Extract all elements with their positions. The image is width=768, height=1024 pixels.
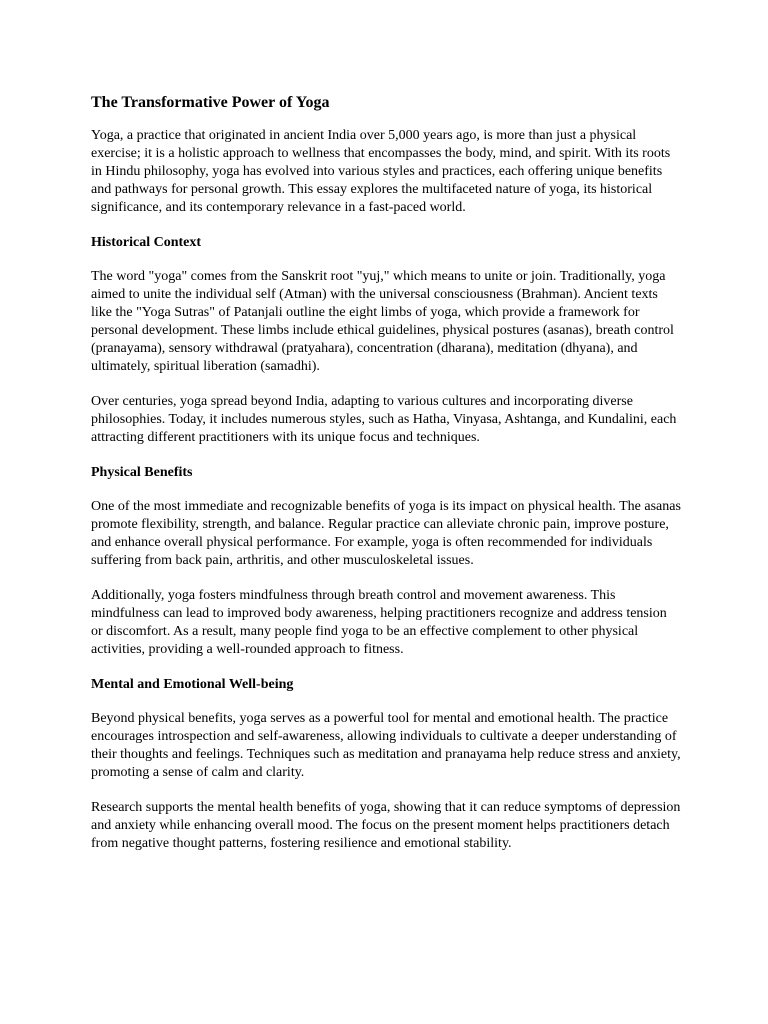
intro-paragraph: Yoga, a practice that originated in ancient India over 5,000 years ago, is more than just a physical exercise; it is a holistic approach to wellness that encompasses the body, mind, and spirit. With its roots in Hindu philosophy, yoga has evolved into various styles and practices, each offering unique benefits and pathways for personal growth. This essay explores the multifaceted nature of yoga, its historical significance, and its contemporary relevance in a fast-paced world. xyxy=(91,128,671,215)
section-heading-mental-emotional-well-being: Mental and Emotional Well-being xyxy=(91,677,294,692)
document-page xyxy=(91,93,681,870)
section-paragraph: One of the most immediate and recognizable benefits of yoga is its impact on physical health. The asanas promote flexibility, strength, and balance. Regular practice can alleviate chronic pain, improve posture, and enhance overall physical performance. For example, yoga is often recommended for individuals suffering from back pain, arthritis, and other musculoskeletal issues. xyxy=(91,499,681,568)
section-paragraph: Additionally, yoga fosters mindfulness through breath control and movement awareness. This mindfulness can lead to improved body awareness, helping practitioners recognize and address tension or discomfort. As a result, many people find yoga to be an effective complement to other physical activities, providing a well-rounded approach to fitness. xyxy=(91,588,667,657)
section-paragraph: Beyond physical benefits, yoga serves as a powerful tool for mental and emotional health. The practice encourages introspection and self-awareness, allowing individuals to cultivate a deeper understanding of their thoughts and feelings. Techniques such as meditation and pranayama help reduce stress and anxiety, promoting a sense of calm and clarity. xyxy=(91,711,681,780)
section-heading-physical-benefits: Physical Benefits xyxy=(91,465,193,480)
section-paragraph: The word "yoga" comes from the Sanskrit root "yuj," which means to unite or join. Traditionally, yoga aimed to unite the individual self (Atman) with the universal consciousness (Brahman). Ancient texts like the "Yoga Sutras" of Patanjali outline the eight limbs of yoga, which provide a framework for personal development. These limbs include ethical guidelines, physical postures (asanas), breath control (pranayama), sensory withdrawal (pratyahara), concentration (dharana), meditation (dhyana), and ultimately, spiritual liberation (samadhi). xyxy=(91,269,674,374)
section-paragraph: Research supports the mental health benefits of yoga, showing that it can reduce symptoms of depression and anxiety while enhancing overall mood. The focus on the present moment helps practitioners detach from negative thought patterns, fostering resilience and emotional stability. xyxy=(91,800,681,851)
document-title: The Transformative Power of Yoga xyxy=(91,94,330,111)
section-paragraph: Over centuries, yoga spread beyond India, adapting to various cultures and incorporating diverse philosophies. Today, it includes numerous styles, such as Hatha, Vinyasa, Ashtanga, and Kundalini, each attracting different practitioners with its unique focus and techniques. xyxy=(91,394,677,445)
section-heading-historical-context: Historical Context xyxy=(91,235,202,250)
